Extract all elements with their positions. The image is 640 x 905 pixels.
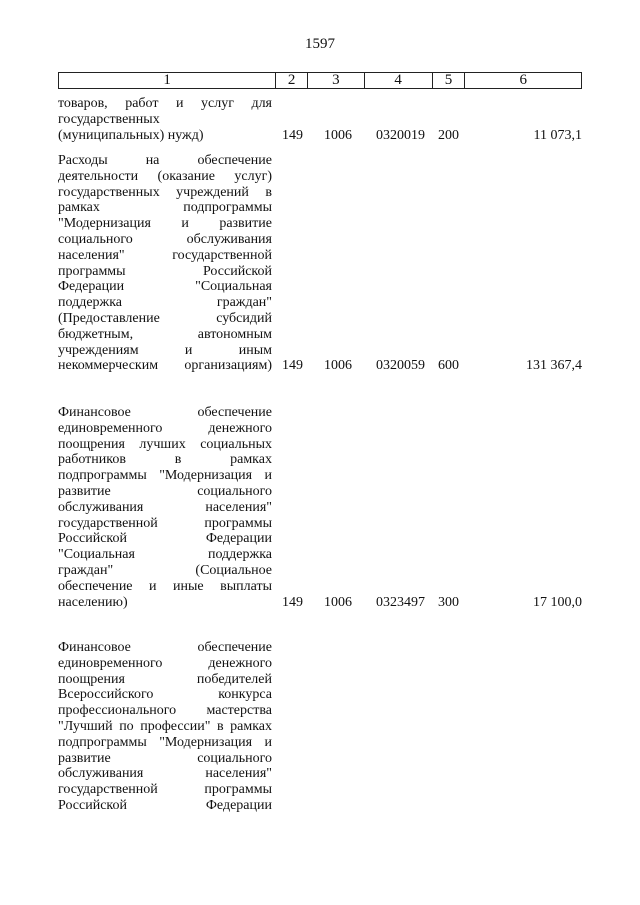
description-line: развитие социального [58, 750, 272, 766]
amount: 11 073,1 [533, 127, 582, 143]
description-line: профессионального мастерства [58, 703, 272, 719]
header-col-5: 5 [433, 73, 466, 88]
description-line: Финансовое обеспечение [58, 405, 272, 420]
row-description [58, 96, 272, 143]
description-line: государственной программы [58, 515, 272, 531]
description-line: Финансовое обеспечение [58, 640, 272, 655]
description-line: обеспечение и иные выплаты [58, 578, 272, 594]
row-description [58, 640, 272, 814]
item-code: 0320059 [376, 358, 425, 374]
description-line: рамках подпрограммы [58, 200, 272, 216]
header-col-2: 2 [276, 73, 308, 88]
header-col-1: 1 [59, 73, 276, 88]
header-col-6: 6 [519, 72, 527, 88]
table-header [58, 72, 582, 89]
header-col-4: 4 [365, 73, 433, 88]
description-line: поощрения лучших социальных [58, 436, 272, 452]
description-line: государственной программы [58, 782, 272, 798]
description-line: работников в рамках [58, 452, 272, 468]
description-line: государственных [58, 111, 160, 127]
item-code: 0323497 [376, 594, 425, 610]
amount: 17 100,0 [533, 594, 582, 610]
description-line: единовременного денежного [58, 655, 272, 671]
section-code: 1006 [324, 127, 352, 143]
page-number: 1597 [305, 36, 335, 52]
admin-code: 149 [282, 594, 303, 610]
expense-type-code: 600 [438, 358, 459, 374]
description-line: (муниципальных) нужд) [58, 127, 204, 143]
admin-code: 149 [282, 358, 303, 374]
description-line: Всероссийского конкурса [58, 687, 272, 703]
description-line: единовременного денежного [58, 420, 272, 436]
description-line: некоммерческим организациям) [58, 358, 272, 374]
description-line: подпрограммы "Модернизация и [58, 468, 272, 484]
row-description [58, 153, 272, 374]
description-line: обслуживания населения" [58, 766, 272, 782]
description-line: Расходы на обеспечение [58, 153, 272, 168]
description-line: социального обслуживания [58, 231, 272, 247]
description-line: "Лучший по профессии" в рамках [58, 718, 272, 734]
description-line: государственных учреждений в [58, 184, 272, 200]
description-line: Федерации "Социальная [58, 279, 272, 295]
amount: 131 367,4 [526, 358, 582, 374]
description-line: "Модернизация и развитие [58, 216, 272, 232]
section-code: 1006 [324, 358, 352, 374]
description-line: (Предоставление субсидий [58, 310, 272, 326]
description-line: учреждениям и иным [58, 342, 272, 358]
description-line: населению) [58, 594, 128, 610]
description-line: развитие социального [58, 483, 272, 499]
description-line: Российской Федерации [58, 531, 272, 547]
admin-code: 149 [282, 127, 303, 143]
description-line: товаров, работ и услуг для [58, 96, 272, 111]
expense-type-code: 300 [438, 594, 459, 610]
description-line: населения" государственной [58, 247, 272, 263]
section-code: 1006 [324, 594, 352, 610]
description-line: подпрограммы "Модернизация и [58, 734, 272, 750]
description-line: поддержка граждан" [58, 295, 272, 311]
item-code: 0320019 [376, 127, 425, 143]
description-line: "Социальная поддержка [58, 547, 272, 563]
description-line: программы Российской [58, 263, 272, 279]
description-line: поощрения победителей [58, 671, 272, 687]
header-col-3: 3 [308, 73, 365, 88]
description-line: бюджетным, автономным [58, 326, 272, 342]
description-line: обслуживания населения" [58, 499, 272, 515]
description-line: граждан" (Социальное [58, 562, 272, 578]
description-line: деятельности (оказание услуг) [58, 168, 272, 184]
row-description [58, 405, 272, 610]
description-line: Российской Федерации [58, 797, 272, 813]
expense-type-code: 200 [438, 127, 459, 143]
